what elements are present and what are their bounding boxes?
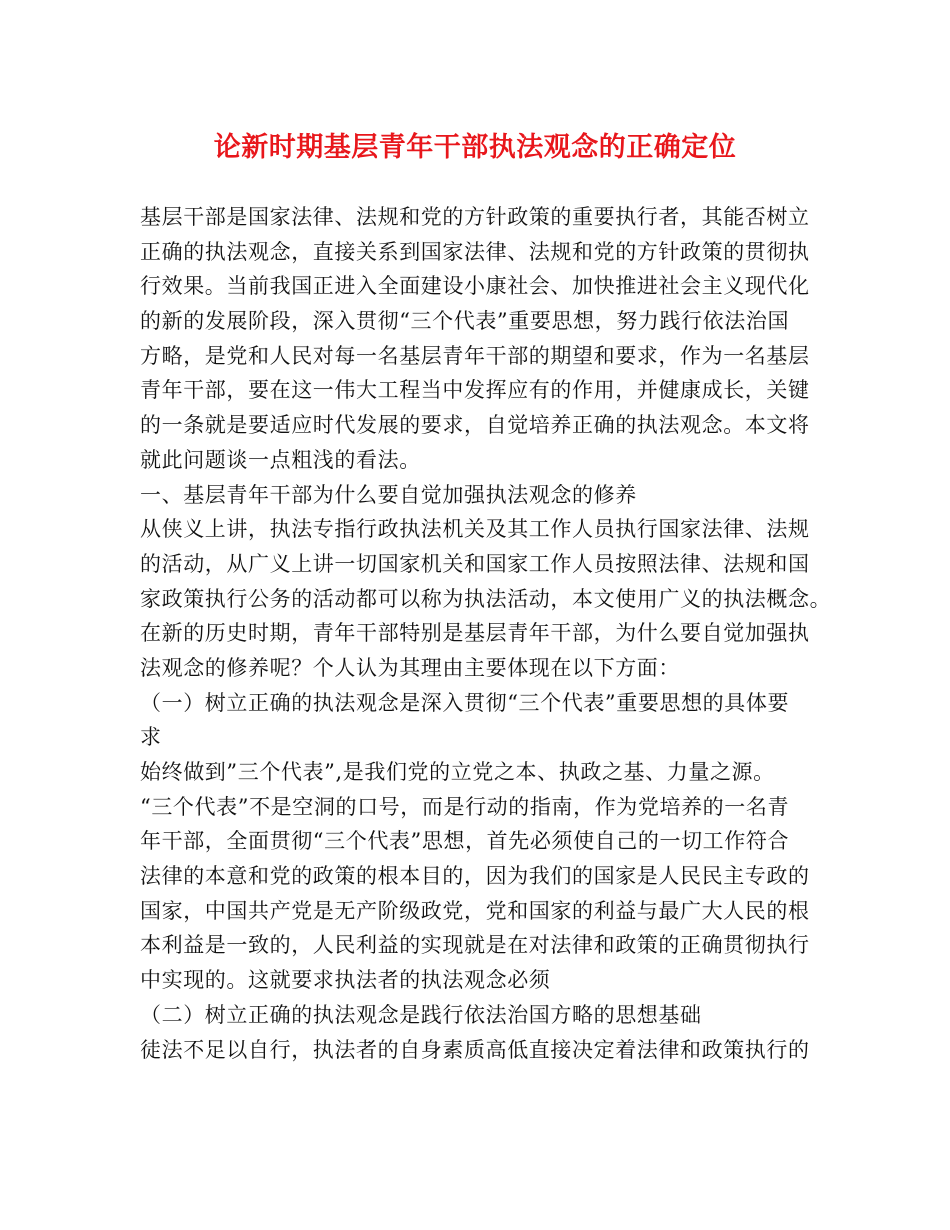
text-line: 家政策执行公务的活动都可以称为执法活动，本文使用广义的执法概念。 [140, 586, 832, 611]
text-line: 青年干部，要在这一伟大工程当中发挥应有的作用，并健康成长，关键 [140, 378, 810, 403]
subsection-heading: （一）树立正确的执法观念是深入贯彻“三个代表”重要思想的具体要 [140, 690, 790, 715]
text-line: 的一条就是要适应时代发展的要求，自觉培养正确的执法观念。本文将 [140, 413, 810, 438]
text-line: 法律的本意和党的政策的根本目的，因为我们的国家是人民民主专政的 [140, 864, 810, 889]
text-line: 的活动，从广义上讲一切国家机关和国家工作人员按照法律、法规和国 [140, 551, 810, 576]
text-line: 的新的发展阶段，深入贯彻“三个代表”重要思想，努力践行依法治国 [140, 309, 790, 334]
document-body [140, 200, 830, 1067]
text-line: 年干部，全面贯彻“三个代表”思想，首先必须使自己的一切工作符合 [140, 829, 790, 854]
text-line: 从侠义上讲，执法专指行政执法机关及其工作人员执行国家法律、法规 [140, 517, 810, 542]
subsection-heading: （二）树立正确的执法观念是践行依法治国方略的思想基础 [140, 1002, 702, 1027]
text-line: 方略，是党和人民对每一名基层青年干部的期望和要求，作为一名基层 [140, 343, 810, 368]
text-line: 徒法不足以自行，执法者的自身素质高低直接决定着法律和政策执行的 [140, 1037, 810, 1062]
text-line: 中实现的。这就要求执法者的执法观念必须 [140, 968, 551, 993]
text-line: 正确的执法观念，直接关系到国家法律、法规和党的方针政策的贯彻执 [140, 239, 810, 264]
section-heading: 一、基层青年干部为什么要自觉加强执法观念的修养 [140, 482, 637, 507]
text-line: 就此问题谈一点粗浅的看法。 [140, 447, 421, 472]
subsection-heading: 求 [140, 725, 162, 750]
text-line: “三个代表”不是空洞的口号，而是行动的指南，作为党培养的一名青 [140, 794, 790, 819]
text-line: 行效果。当前我国正进入全面建设小康社会、加快推进社会主义现代化 [140, 274, 810, 299]
text-line: 始终做到”三个代表”,是我们党的立党之本、执政之基、力量之源。 [140, 760, 775, 784]
text-line: 本利益是一致的，人民利益的实现就是在对法律和政策的正确贯彻执行 [140, 933, 810, 958]
document-title: 论新时期基层青年干部执法观念的正确定位 [213, 132, 737, 163]
text-line: 基层干部是国家法律、法规和党的方针政策的重要执行者，其能否树立 [140, 205, 810, 229]
text-line: 法观念的修养呢？个人认为其理由主要体现在以下方面： [140, 655, 680, 680]
text-line: 国家，中国共产党是无产阶级政党，党和国家的利益与最广大人民的根 [140, 898, 810, 923]
text-line: 在新的历史时期，青年干部特别是基层青年干部，为什么要自觉加强执 [140, 621, 810, 646]
